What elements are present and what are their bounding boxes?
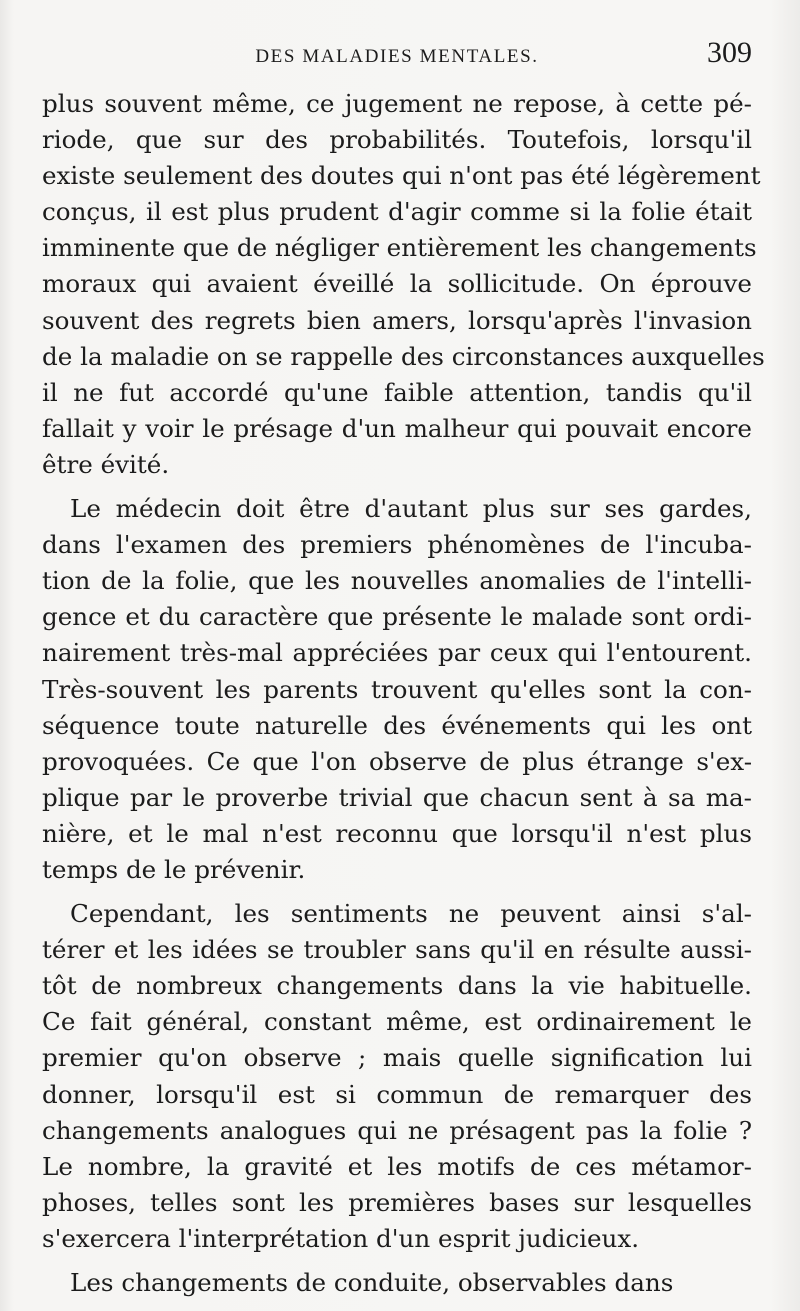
text-line: gence et du caractère que présente le malade sont ordi- — [42, 602, 752, 632]
page-header — [42, 36, 752, 76]
text-line: s'exercera l'interprétation d'un esprit judicieux. — [42, 1223, 640, 1253]
paragraph — [42, 491, 752, 888]
text-line: moraux qui avaient éveillé la sollicitude. On éprouve — [42, 269, 752, 299]
text-line: donner, lorsqu'il est si commun de remarquer des — [42, 1079, 752, 1109]
text-line: Le nombre, la gravité et les motifs de ces métamor- — [42, 1151, 752, 1181]
text-line: il ne fut accordé qu'une faible attention, tandis qu'il — [42, 377, 752, 407]
text-line: nairement très-mal appréciées par ceux qui l'entourent. — [42, 638, 752, 668]
text-line: Le médecin doit être d'autant plus sur ses gardes, — [70, 494, 752, 524]
text-line: fallait y voir le présage d'un malheur qui pouvait encore — [42, 413, 752, 443]
text-line: existe seulement des doutes qui n'ont pas été légèrement — [42, 161, 761, 191]
body-text — [42, 86, 765, 1309]
paragraph — [42, 86, 765, 483]
text-line: être évité. — [42, 449, 170, 479]
text-line: tôt de nombreux changements dans la vie habituelle. — [42, 971, 752, 1001]
paragraph — [42, 896, 752, 1257]
text-line: changements analogues qui ne présagent pas la folie ? — [42, 1115, 752, 1145]
text-line: plus souvent même, ce jugement ne repose, à cette pé- — [42, 89, 752, 118]
text-line: tion de la folie, que les nouvelles anomalies de l'intelli- — [42, 566, 752, 596]
text-line: Les changements de conduite, observables dans — [70, 1268, 674, 1297]
text-line: riode, que sur des probabilités. Toutefois, lorsqu'il — [42, 125, 752, 155]
text-line: nière, et le mal n'est reconnu que lorsqu'il n'est plus — [42, 818, 752, 848]
paragraph — [42, 1265, 752, 1301]
text-line: de la maladie on se rappelle des circonstances auxquelles — [42, 341, 765, 371]
text-line: conçus, il est plus prudent d'agir comme si la folie était — [42, 197, 752, 227]
text-line: plique par le proverbe trivial que chacun sent à sa ma- — [42, 782, 752, 812]
text-line: imminente que de négliger entièrement les changements — [42, 233, 757, 263]
text-line: provoquées. Ce que l'on observe de plus étrange s'ex- — [42, 746, 752, 776]
text-line: dans l'examen des premiers phénomènes de l'incuba- — [42, 530, 752, 560]
text-line: souvent des regrets bien amers, lorsqu'après l'invasion — [42, 305, 752, 335]
text-line: premier qu'on observe ; mais quelle signification lui — [42, 1043, 752, 1073]
text-line: Très-souvent les parents trouvent qu'elles sont la con- — [42, 674, 752, 704]
page-number: 309 — [707, 36, 752, 69]
text-line: phoses, telles sont les premières bases sur lesquelles — [42, 1187, 752, 1217]
text-line: Cependant, les sentiments ne peuvent ainsi s'al- — [70, 899, 752, 929]
text-line: séquence toute naturelle des événements qui les ont — [42, 710, 752, 740]
text-line: temps de le prévenir. — [42, 854, 306, 884]
text-line: Ce fait général, constant même, est ordinairement le — [42, 1007, 752, 1037]
text-line: térer et les idées se troubler sans qu'il en résulte aussi- — [42, 935, 752, 965]
running-head: DES MALADIES MENTALES. — [255, 46, 539, 67]
